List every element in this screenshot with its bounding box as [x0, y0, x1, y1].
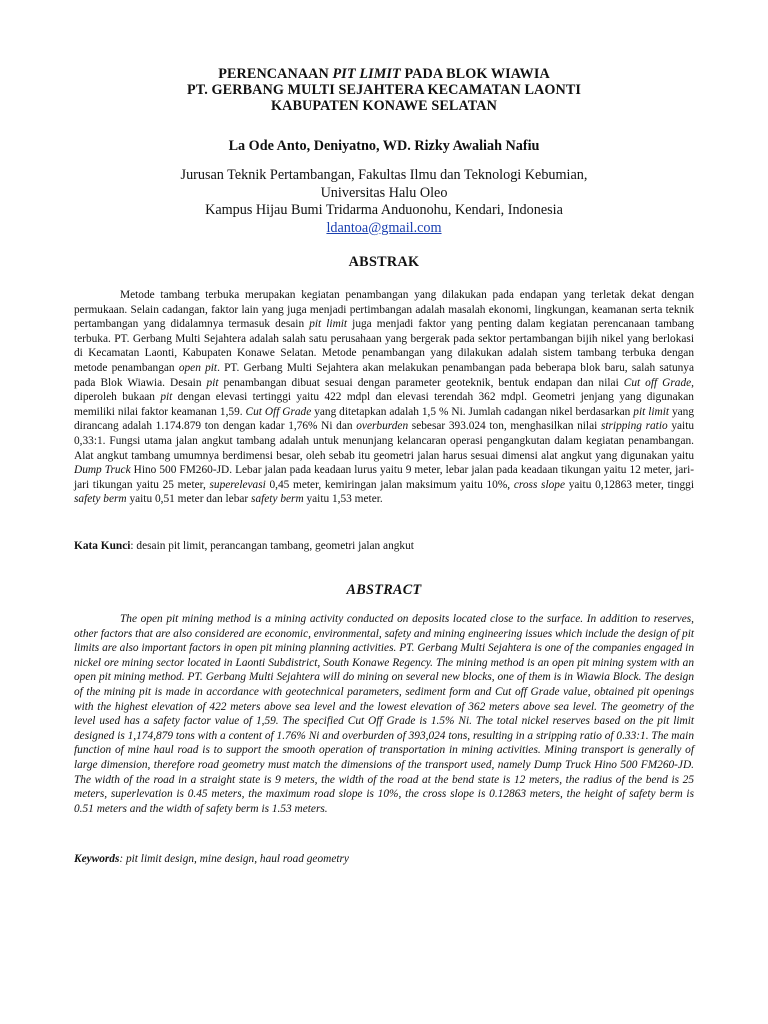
abstrak-text-run: penambangan dibuat sesuai dengan parameter geoteknik, bentuk endapan dan nilai	[218, 376, 624, 389]
kata-kunci-label: Kata Kunci	[74, 540, 131, 552]
abstrak-italic-term: safety berm	[251, 493, 304, 506]
abstrak-italic-term: pit	[160, 391, 173, 404]
abstrak-italic-term: pit	[206, 376, 219, 389]
affiliation-line-3: Kampus Hijau Bumi Tridarma Anduonohu, Kendari, Indonesia	[205, 202, 563, 218]
abstrak-paragraph	[74, 288, 694, 507]
abstrak-text-run: dengan elevasi tertinggi yaitu 422 mdpl dan elevasi terendah 362 mdpl. Geometri jenjang yang digunakan memiliki nilai faktor keamanan 1,59.	[74, 391, 694, 418]
abstrak-text-run: yang ditetapkan adalah 1,5 % Ni. Jumlah cadangan nikel berdasarkan	[311, 405, 634, 418]
abstrak-text-run: yaitu 1,53 meter.	[303, 493, 383, 506]
abstrak-italic-term: Dump Truck	[74, 464, 131, 477]
abstrak-text-run: Hino 500 FM260-JD. Lebar jalan pada keadaan lurus yaitu 9 meter, lebar jalan pada keadaan tikungan yaitu 12 meter, jari-jari tikungan yaitu 25 meter,	[74, 464, 695, 491]
abstrak-italic-term: Cut off Grade,	[623, 376, 694, 389]
affiliation	[74, 167, 694, 237]
paper-title	[74, 66, 694, 114]
author-list: La Ode Anto, Deniyatno, WD. Rizky Awaliah Nafiu	[228, 138, 540, 154]
abstrak-text-run: yaitu 0,33:1. Fungsi utama jalan angkut tambang adalah untuk menunjang kelancaran operasi pengangkutan dalam kegiatan penambangan. Alat angkut tambang umumnya berdimensi besar, oleh sebab itu geometri jalan harus sesuai dimensi alat angkut yang digunakan yaitu	[74, 420, 695, 462]
abstrak-text-run: juga menjadi faktor yang penting dalam kegiatan perencanaan tambang terbuka. PT. Gerbang Multi Sejahtera adalah salah satu perusahaan yang bergerak pada sektor pertambangan bijih nikel yang berlokasi di Kecamatan Laonti, Kabupaten Konawe Selatan. Metode penambangan yang dilakukan adalah sistem tambang terbuka dengan metode penambangan	[74, 318, 694, 374]
abstrak-italic-term: pit limit	[633, 405, 670, 418]
abstrak-text-run: yaitu 0,51 meter dan lebar	[126, 493, 252, 506]
abstrak-italic-term: stripping ratio	[600, 420, 668, 433]
title-line-1: PERENCANAAN PIT LIMIT PADA BLOK WIAWIA	[218, 66, 550, 82]
author-email-link[interactable]: ldantoa@gmail.com	[326, 219, 442, 236]
abstrak-italic-term: superelevasi	[209, 478, 266, 491]
title-line-2: PT. GERBANG MULTI SEJAHTERA KECAMATAN LAONTI	[186, 82, 582, 98]
abstrak-text-run: yang dirancang adalah 1.174.879 ton dengan kadar 1,76% Ni dan	[74, 405, 694, 433]
kata-kunci-text: : desain pit limit, perancangan tambang, geometri jalan angkut	[130, 540, 414, 552]
abstrak-text-run: Metode tambang terbuka merupakan kegiatan penambangan yang dilakukan pada endapan yang terletak dekat dengan permukaan. Selain cadangan, faktor lain yang juga menjadi pertimbangan adalah masalah ekonomi, lingkungan, keamanan serta teknik pertambangan yang didalamnya termasuk desain	[74, 289, 694, 331]
abstrak-heading: ABSTRAK	[348, 254, 420, 270]
abstrak-text-run: 0,45 meter, kemiringan jalan maksimum yaitu 10%,	[265, 478, 514, 491]
abstract-heading: ABSTRACT	[346, 582, 422, 598]
keywords-line	[74, 853, 694, 865]
abstrak-italic-term: overburden	[356, 420, 409, 433]
kata-kunci-line	[74, 540, 694, 552]
abstrak-italic-term: open pit	[178, 361, 218, 374]
abstrak-italic-term: pit limit	[309, 318, 348, 331]
abstrak-italic-term: cross slope	[513, 478, 565, 491]
title-italic-term: PIT LIMIT	[332, 66, 401, 82]
abstrak-italic-term: safety berm	[74, 493, 127, 506]
abstract-paragraph: The open pit mining method is a mining activity conducted on deposits located close to the surface. In addition to reserves, other factors that are also considered are economic, environmental, safety and mining engineering issues which include the design of pit limits are also important factors in open pit mining planning activities. PT. Gerbang Multi Sejahtera is one of the companies engaged in nickel ore mining sector located in Laonti Subdistrict, South Konawe Regency. The mining method is an open pit mining system with an open pit mining method. PT. Gerbang Multi Sejahtera will do mining on several new blocks, one of them is in Wiawia Block. The design of the mining pit is made in accordance with geotechnical parameters, sediment form and Cut off Grade value, obtained pit openings with the highest elevation of 422 meters above sea level and the lowest elevation of 362 meters above sea level. The geometry of the level used has a safety factor value of 1,59. The specified Cut Off Grade is 1.5% Ni. The total nickel reserves based on the pit limit designed is 1,174,879 tons with a content of 1.76% Ni and overburden of 393,024 tons, resulting in a stripping ratio of 0.33:1. The main function of mine haul road is to support the smooth operation of transportation in mining activities. Mining transport is generally of large dimension, therefore road geometry must match the dimensions of the transport used, namely Dump Truck Hino 500 FM260-JD. The width of the road in a straight state is 9 meters, the width of the road at the bend state is 12 meters, the radius of the bend is 25 meters, superlevation is 0.45 meters, the maximum road slope is 10%, the cross slope is 0.12863 meters, the height of safety berm is 0.51 meters and the width of safety berm is 1.53 meters.	[74, 613, 694, 815]
abstrak-text-run: diperoleh bukaan	[74, 391, 161, 404]
abstrak-text-run: sebesar 393.024 ton, menghasilkan nilai	[408, 420, 601, 433]
abstrak-italic-term: Cut Off Grade	[245, 405, 312, 418]
keywords-label: Keywords	[74, 853, 120, 865]
affiliation-line-1: Jurusan Teknik Pertambangan, Fakultas Ilmu dan Teknologi Kebumian,	[180, 167, 588, 183]
abstrak-text-run: . PT. Gerbang Multi Sejahtera akan melakukan penambangan pada beberapa blok baru, salah satunya pada Blok Wiawia. Desain	[74, 361, 694, 389]
affiliation-line-2: Universitas Halu Oleo	[320, 184, 448, 201]
title-line-3: KABUPATEN KONAWE SELATAN	[270, 98, 497, 114]
abstrak-text-run: yaitu 0,12863 meter, tinggi	[565, 478, 694, 491]
keywords-text: : pit limit design, mine design, haul road geometry	[119, 853, 349, 865]
